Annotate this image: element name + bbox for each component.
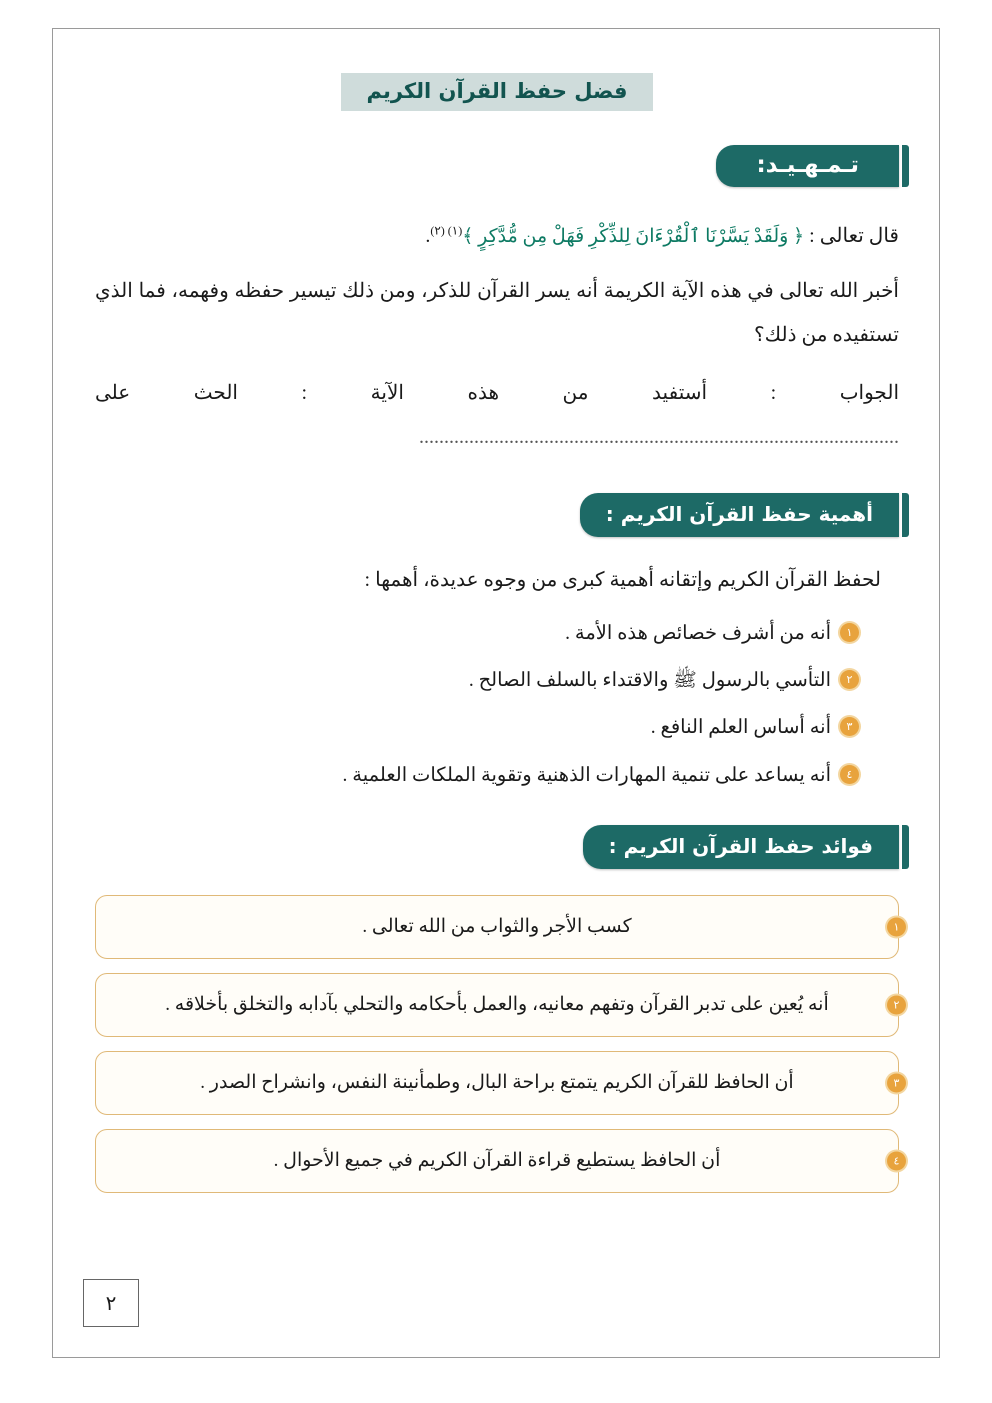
- verse-end-punct: .: [425, 225, 431, 247]
- benefit-text: أنه يُعين على تدبر القرآن وتفهم معانيه، والعمل بأحكامه والتحلي بآدابه والتخلق بأخلاقه .: [165, 993, 829, 1015]
- list-item: [95, 665, 899, 696]
- page-content: [53, 29, 941, 1359]
- importance-lead: لحفظ القرآن الكريم وإتقانه أهمية كبرى من وجوه عديدة، أهمها :: [364, 569, 881, 592]
- benefit-text: أن الحافظ يستطيع قراءة القرآن الكريم في جميع الأحوال .: [273, 1149, 721, 1171]
- importance-list: [95, 618, 899, 791]
- list-number-badge: ٣: [840, 717, 859, 736]
- list-item-text: أنه من أشرف خصائص هذه الأمة .: [565, 623, 831, 645]
- importance-heading-row: [95, 493, 899, 537]
- list-item: [95, 618, 899, 649]
- document-page: [52, 28, 940, 1358]
- section-heading-importance: أهمية حفظ القرآن الكريم :: [580, 493, 899, 537]
- benefit-number-badge: ٣: [887, 1073, 906, 1092]
- page-title-wrap: [95, 73, 899, 111]
- list-number-badge: ٢: [840, 670, 859, 689]
- benefits-heading-row: [95, 825, 899, 869]
- list-item: [95, 760, 899, 791]
- benefit-number-badge: ١: [887, 917, 906, 936]
- section-heading-benefits: فوائد حفظ القرآن الكريم :: [583, 825, 899, 869]
- intro-heading-row: [95, 145, 899, 187]
- page-title: فضل حفظ القرآن الكريم: [341, 73, 654, 111]
- answer-blank[interactable]: ................................................................................................: [419, 426, 899, 449]
- list-item-text: أنه يساعد على تنمية المهارات الذهنية وتقوية الملكات العلمية .: [342, 764, 831, 786]
- page-number: ٢: [83, 1279, 139, 1327]
- benefit-text: كسب الأجر والثواب من الله تعالى .: [362, 915, 632, 937]
- benefits-list: [95, 895, 899, 1193]
- list-number-badge: ١: [840, 623, 859, 642]
- benefit-box: [95, 1051, 899, 1115]
- section-heading-intro: تـمـهـيـد:: [716, 145, 899, 187]
- list-item-text: أنه أساس العلم النافع .: [650, 717, 831, 739]
- benefit-box: [95, 973, 899, 1037]
- benefit-box: [95, 1129, 899, 1193]
- list-item-text: التأسي بالرسول ﷺ والاقتداء بالسلف الصالح .: [468, 670, 831, 692]
- verse-lead-label: قال تعالى :: [809, 225, 899, 247]
- benefit-box: [95, 895, 899, 959]
- list-item: [95, 712, 899, 743]
- benefit-number-badge: ٢: [887, 995, 906, 1014]
- verse-block: [95, 217, 899, 255]
- benefit-number-badge: ٤: [887, 1151, 906, 1170]
- verse-footnote-refs: (١) (٢): [430, 223, 463, 238]
- intro-paragraph: أخبر الله تعالى في هذه الآية الكريمة أنه يسر القرآن للذكر، ومن ذلك تيسير حفظه وفهمه، فما الذي تستفيده من ذلك؟: [95, 280, 899, 347]
- benefit-text: أن الحافظ للقرآن الكريم يتمتع براحة البال، وطمأنينة النفس، وانشراح الصدر .: [200, 1071, 794, 1093]
- quran-verse: ﴿ وَلَقَدْ يَسَّرْنَا ٱلْقُرْءَانَ لِلذِّكْرِ فَهَلْ مِن مُّدَّكِرٍ ﴾: [462, 226, 805, 247]
- list-number-badge: ٤: [840, 765, 859, 784]
- answer-label: الجواب : أستفيد من هذه الآية : الحث على: [95, 382, 899, 405]
- answer-line: [95, 371, 899, 459]
